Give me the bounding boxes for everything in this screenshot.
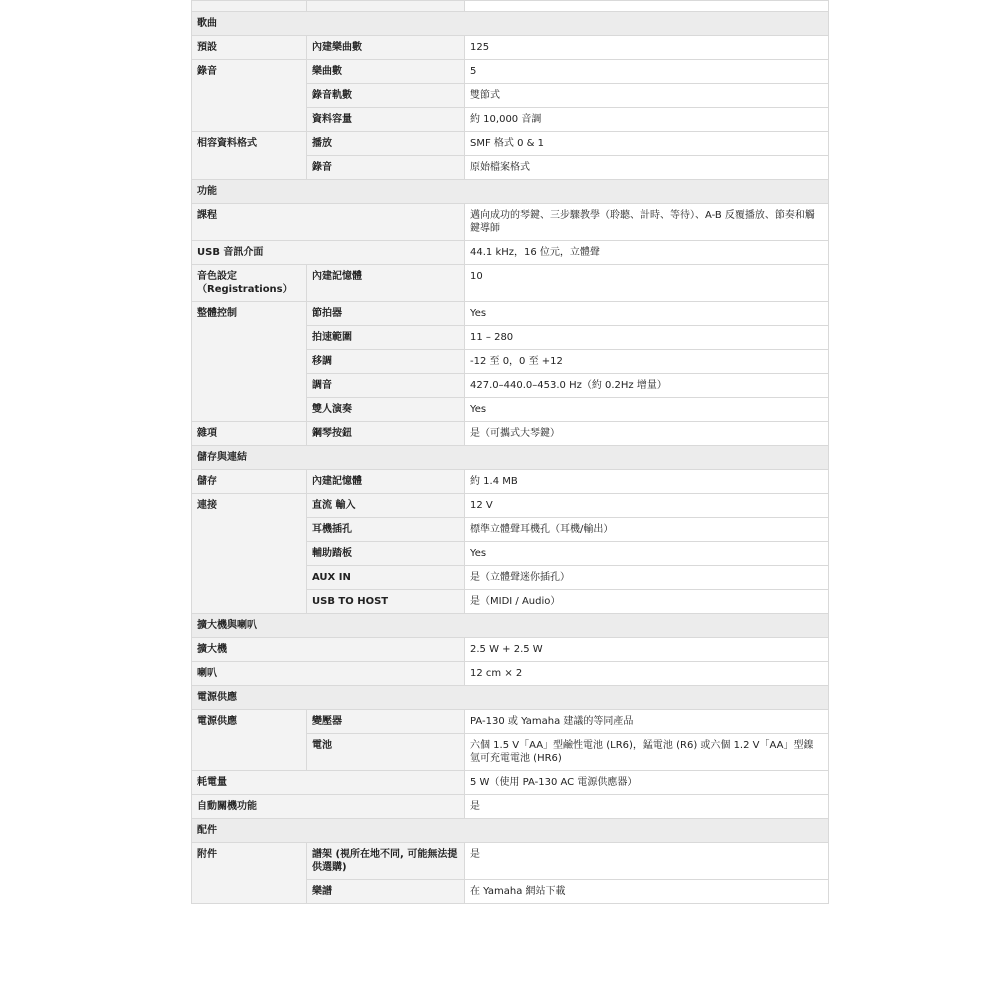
row-sublabel: 變壓器 [307, 710, 465, 734]
row-label: 預設 [192, 36, 307, 60]
row-label: 雜項 [192, 422, 307, 446]
row-sublabel: AUX IN [307, 566, 465, 590]
row-value: 5 W（使用 PA-130 AC 電源供應器） [465, 771, 829, 795]
table-row [192, 662, 829, 686]
row-value: SMF 格式 0 & 1 [465, 132, 829, 156]
table-row [192, 795, 829, 819]
row-label: USB 音訊介面 [192, 241, 465, 265]
row-sublabel: 拍速範圍 [307, 326, 465, 350]
row-sublabel: 樂曲數 [307, 60, 465, 84]
row-value: 44.1 kHz，16 位元，立體聲 [465, 241, 829, 265]
row-value: Yes [465, 542, 829, 566]
row-value: 是（立體聲迷你插孔） [465, 566, 829, 590]
row-label: 連接 [192, 494, 307, 614]
row-sublabel: 節拍器 [307, 302, 465, 326]
table-row [192, 204, 829, 241]
row-value: 六個 1.5 V「AA」型鹼性電池 (LR6)，錳電池 (R6) 或六個 1.2 V「AA」型鎳氫可充電電池 (HR6) [465, 734, 829, 771]
section-amp: 擴大機與喇叭 [192, 614, 829, 638]
row-value: 約 1.4 MB [465, 470, 829, 494]
row-value: 11 – 280 [465, 326, 829, 350]
row-value: 12 V [465, 494, 829, 518]
row-value: 在 Yamaha 網站下載 [465, 880, 829, 904]
section-row [192, 446, 829, 470]
row-sublabel: 內建記憶體 [307, 265, 465, 302]
row-label: 耗電量 [192, 771, 465, 795]
row-sublabel: 耳機插孔 [307, 518, 465, 542]
row-sublabel: 移調 [307, 350, 465, 374]
row-sublabel: 內建樂曲數 [307, 36, 465, 60]
table-row [192, 302, 829, 326]
row-label: 錄音 [192, 60, 307, 132]
table-row [192, 60, 829, 84]
table-row [192, 494, 829, 518]
section-song: 歌曲 [192, 12, 829, 36]
row-value: Yes [465, 302, 829, 326]
row-label: 相容資料格式 [192, 132, 307, 180]
row-value: 原始檔案格式 [465, 156, 829, 180]
row-value: 是（可攜式大琴鍵） [465, 422, 829, 446]
table-row [192, 422, 829, 446]
table-row [192, 710, 829, 734]
row-value: 是 [465, 795, 829, 819]
registration-label-en: （Registrations） [197, 284, 293, 295]
row-label: 課程 [192, 204, 465, 241]
table-row [192, 470, 829, 494]
row-sublabel: 資料容量 [307, 108, 465, 132]
row-value: -12 至 0，0 至 +12 [465, 350, 829, 374]
row-value: 是（MIDI / Audio） [465, 590, 829, 614]
row-sublabel: 電池 [307, 734, 465, 771]
row-label: 附件 [192, 843, 307, 904]
row-value: 約 10,000 音調 [465, 108, 829, 132]
row-sublabel: 直流 輸入 [307, 494, 465, 518]
table-row [192, 771, 829, 795]
table-row [192, 265, 829, 302]
row-value: 12 cm × 2 [465, 662, 829, 686]
row-sublabel: 譜架 (視所在地不同, 可能無法提供選購) [307, 843, 465, 880]
row-value: 邁向成功的琴鍵、三步驟教學（聆聽、計時、等待）、A-B 反覆播放、節奏和觸鍵導師 [465, 204, 829, 241]
row-sublabel: 輔助踏板 [307, 542, 465, 566]
registration-label: 音色設定 [197, 271, 237, 282]
row-label: 自動關機功能 [192, 795, 465, 819]
table-row [192, 36, 829, 60]
spec-table [191, 0, 829, 904]
row-value: 427.0–440.0–453.0 Hz（約 0.2Hz 增量） [465, 374, 829, 398]
row-value: 10 [465, 265, 829, 302]
row-value: Yes [465, 398, 829, 422]
row-sublabel: 鋼琴按鈕 [307, 422, 465, 446]
table-row [192, 132, 829, 156]
section-accessories: 配件 [192, 819, 829, 843]
row-label: 電源供應 [192, 710, 307, 771]
section-row [192, 12, 829, 36]
row-label: 儲存 [192, 470, 307, 494]
section-row [192, 819, 829, 843]
table-row [192, 241, 829, 265]
row-sublabel: USB TO HOST [307, 590, 465, 614]
table-top-edge [192, 1, 829, 12]
row-label: 擴大機 [192, 638, 465, 662]
row-value: 是 [465, 843, 829, 880]
row-sublabel: 播放 [307, 132, 465, 156]
row-value: 125 [465, 36, 829, 60]
section-function: 功能 [192, 180, 829, 204]
section-row [192, 686, 829, 710]
row-value: 2.5 W + 2.5 W [465, 638, 829, 662]
row-sublabel: 錄音 [307, 156, 465, 180]
row-value: 標準立體聲耳機孔（耳機/輸出） [465, 518, 829, 542]
row-sublabel: 樂譜 [307, 880, 465, 904]
table-row [192, 638, 829, 662]
section-storage: 儲存與連結 [192, 446, 829, 470]
row-sublabel: 雙人演奏 [307, 398, 465, 422]
table-row [192, 843, 829, 880]
row-sublabel: 內建記憶體 [307, 470, 465, 494]
row-label: 整體控制 [192, 302, 307, 422]
row-value: PA-130 或 Yamaha 建議的等同產品 [465, 710, 829, 734]
row-value: 5 [465, 60, 829, 84]
row-value: 雙節式 [465, 84, 829, 108]
row-label [192, 265, 307, 302]
row-label: 喇叭 [192, 662, 465, 686]
row-sublabel: 調音 [307, 374, 465, 398]
section-row [192, 180, 829, 204]
section-power: 電源供應 [192, 686, 829, 710]
row-sublabel: 錄音軌數 [307, 84, 465, 108]
section-row [192, 614, 829, 638]
